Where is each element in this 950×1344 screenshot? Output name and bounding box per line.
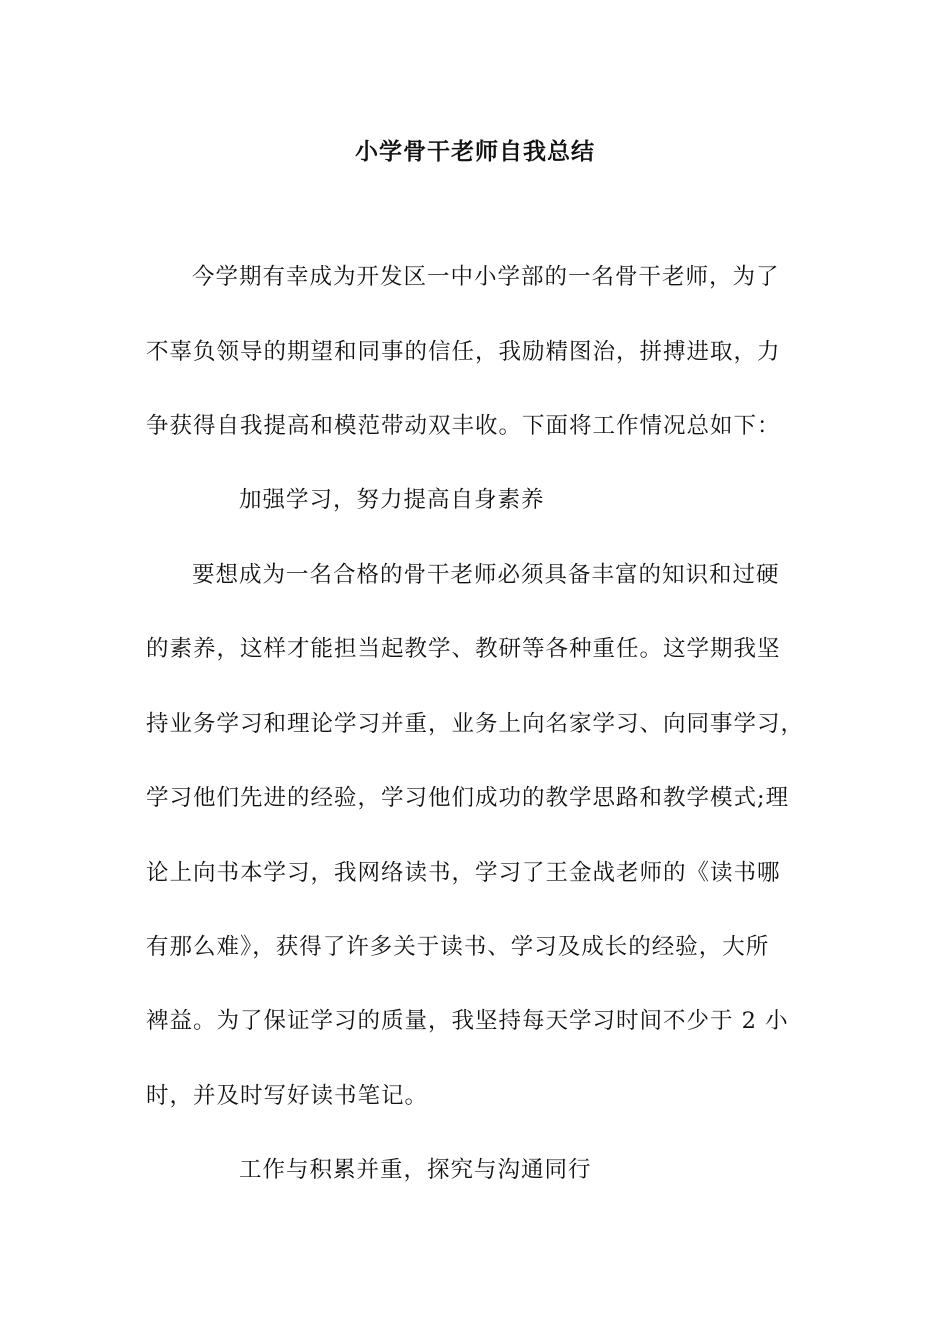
paragraph-line: 今学期有幸成为开发区一中小学部的一名骨干老师，为了 [192,264,780,290]
paragraph-line: 不辜负领导的期望和同事的信任，我励精图治，拼搏进取，力 [146,339,781,365]
paragraph-line: 争获得自我提高和模范带动双丰收。下面将工作情况总如下： [146,413,781,439]
paragraph-line: 有那么难》，获得了许多关于读书、学习及成长的经验，大所 [146,934,770,960]
paragraph-line: 学习他们先进的经验，学习他们成功的教学思路和教学模式;理 [146,785,790,811]
section-heading: 加强学习，努力提高自身素养 [239,487,545,513]
paragraph-line: 论上向书本学习，我网络读书，学习了王金战老师的《读书哪 [146,860,781,886]
paragraph-line: 裨益。为了保证学习的质量，我坚持每天学习时间不少于 2 小 [146,1008,789,1034]
paragraph-line: 持业务学习和理论学习并重，业务上向名家学习、向同事学习， [146,711,805,737]
document-title: 小学骨干老师自我总结 [355,138,595,165]
paragraph-line: 时，并及时写好读书笔记。 [146,1083,429,1109]
section-heading: 工作与积累并重，探究与沟通同行 [239,1157,592,1183]
paragraph-line: 要想成为一名合格的骨干老师必须具备丰富的知识和过硬 [192,562,780,588]
paragraph-line: 的素养，这样才能担当起教学、教研等各种重任。这学期我坚 [146,636,781,662]
